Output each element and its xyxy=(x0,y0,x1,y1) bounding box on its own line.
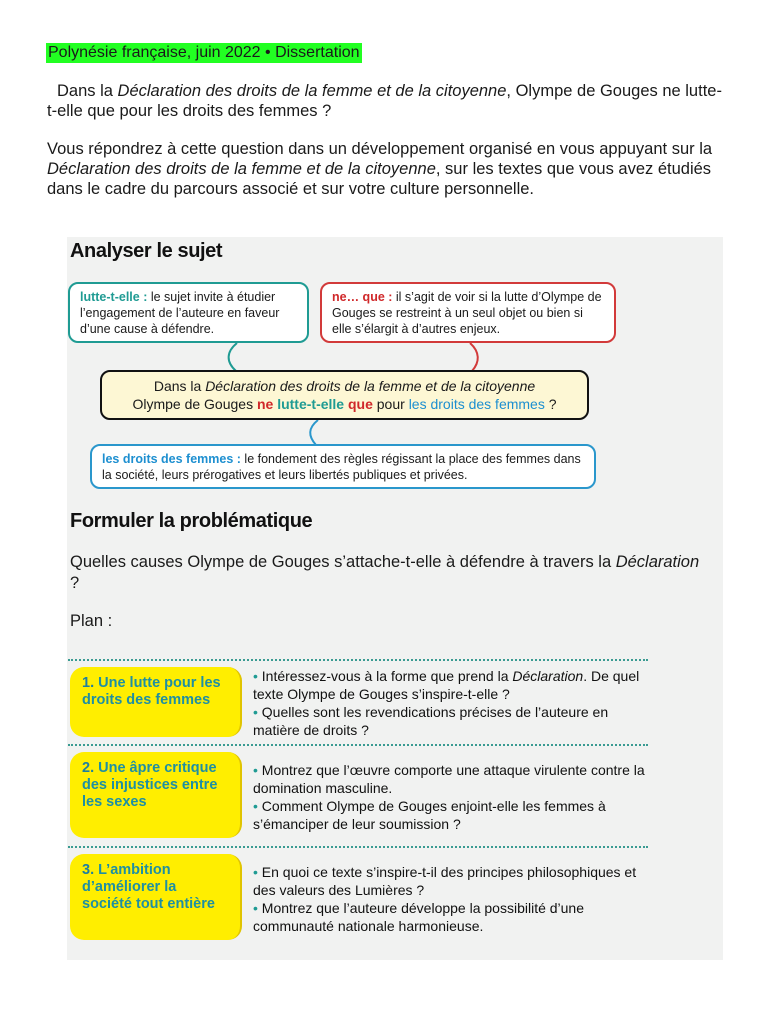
plan-part-3: 3. L’ambition d’améliorer la société tout entière xyxy=(70,854,242,940)
divider xyxy=(68,659,648,661)
formuler-heading: Formuler la problématique xyxy=(70,510,313,532)
subject-box: Dans la Déclaration des droits de la femme et de la citoyenne Olympe de Gouges ne lutte-t-elle que pour les droits des femmes ? xyxy=(100,370,589,420)
problematique-question: Quelles causes Olympe de Gouges s’attache-t-elle à défendre à travers la Déclaration ? xyxy=(70,553,700,592)
plan-part-1: 1. Une lutte pour les droits des femmes xyxy=(70,667,242,737)
blue-connector xyxy=(310,420,318,445)
plan-part-2: 2. Une âpre critique des injustices entre les sexes xyxy=(70,752,242,838)
document-header: Polynésie française, juin 2022 • Dissertation xyxy=(48,44,360,61)
keyword-box-ne-que: ne… que : il s’agit de voir si la lutte d’Olympe de Gouges se restreint à un seul objet ou bien si elle s’élargit à d’autres enjeux. xyxy=(320,282,616,343)
analyse-heading: Analyser le sujet xyxy=(70,240,223,262)
teal-connector xyxy=(229,343,237,371)
keyword-box-droits-femmes: les droits des femmes : le fondement des règles régissant la place des femmes dans la société, leurs prérogatives et leurs libertés publiques et privées. xyxy=(90,444,596,489)
plan-part-1-guidance: • Intéressez-vous à la forme que prend la Déclaration. De quel texte Olympe de Gouges s’inspire-t-elle ? • Quelles sont les revendications précises de l’auteure en matière de droits ? xyxy=(253,668,640,738)
plan-part-3-guidance: • En quoi ce texte s’inspire-t-il des principes philosophiques et des valeurs des Lumières ? • Montrez que l’auteure développe la possibilité d’une communauté nationale harmonieuse. xyxy=(253,864,637,934)
question-paragraph: Dans la Déclaration des droits de la femme et de la citoyenne, Olympe de Gouges ne lutte-t-elle que pour les droits des femmes ? xyxy=(47,82,722,120)
red-connector xyxy=(470,343,478,371)
plan-label: Plan : xyxy=(70,612,113,630)
keyword-box-lutte: lutte-t-elle : le sujet invite à étudier l’engagement de l’auteure en faveur d’une cause à défendre. xyxy=(68,282,309,343)
divider xyxy=(68,846,648,848)
divider xyxy=(68,744,648,746)
plan-part-2-guidance: • Montrez que l’œuvre comporte une attaque virulente contre la domination masculine. • Comment Olympe de Gouges enjoint-elle les femmes à s’émanciper de leur soumission ? xyxy=(253,762,645,832)
instructions-paragraph: Vous répondrez à cette question dans un développement organisé en vous appuyant sur la Déclaration des droits de la femme et de la citoyenne, sur les textes que vous avez étudiés dans le cadre du parcours associé et sur votre culture personnelle. xyxy=(47,140,713,198)
